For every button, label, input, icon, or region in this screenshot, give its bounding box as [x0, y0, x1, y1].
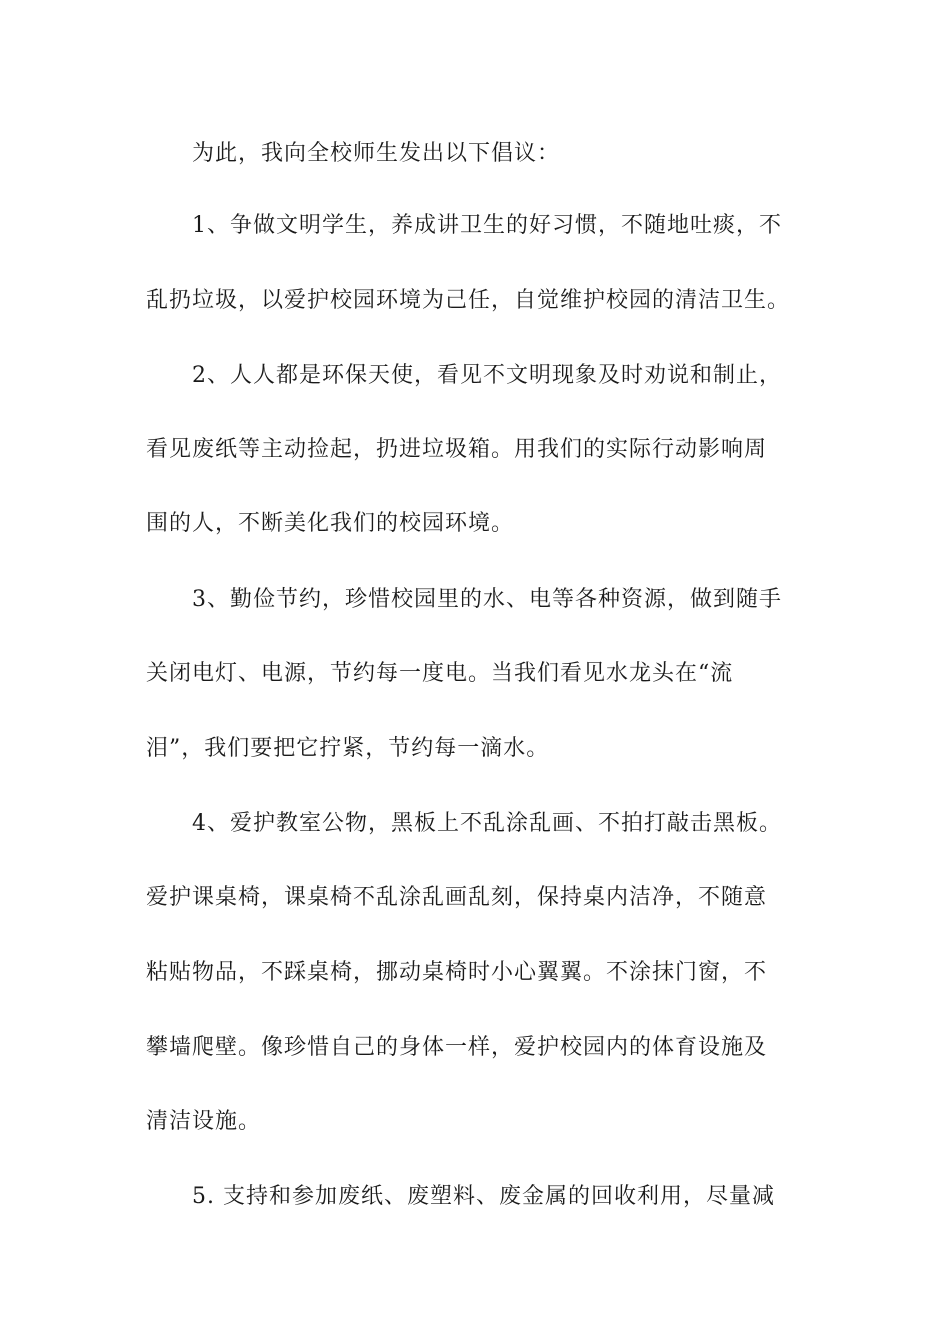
item-1-line-2: 乱扔垃圾，以爱护校园环境为己任，自觉维护校园的清洁卫生。 [146, 288, 791, 313]
item-2-line-2: 看见废纸等主动捡起，扔进垃圾箱。用我们的实际行动影响周 [146, 437, 768, 462]
item-4-line-2: 爱护课桌椅，课桌椅不乱涂乱画乱刻，保持桌内洁净，不随意 [146, 885, 768, 910]
item-2-line-3: 围的人，不断美化我们的校园环境。 [146, 511, 515, 536]
item-4-line-5: 清洁设施。 [146, 1109, 262, 1134]
item-4-line-4: 攀墙爬壁。像珍惜自己的身体一样，爱护校园内的体育设施及 [146, 1035, 768, 1060]
item-5-line-1: 5. 支持和参加废纸、废塑料、废金属的回收利用，尽量减 [192, 1184, 775, 1209]
item-2-line-1: 2、人人都是环保天使，看见不文明现象及时劝说和制止， [192, 363, 782, 388]
item-1-line-1: 1、争做文明学生，养成讲卫生的好习惯，不随地吐痰，不 [192, 213, 782, 238]
item-4-line-3: 粘贴物品，不踩桌椅，挪动桌椅时小心翼翼。不涂抹门窗，不 [146, 960, 768, 985]
item-3-line-2: 关闭电灯、电源，节约每一度电。当我们看见水龙头在“流 [146, 661, 734, 686]
item-3-line-1: 3、勤俭节约，珍惜校园里的水、电等各种资源，做到随手 [192, 587, 782, 612]
item-4-line-1: 4、爱护教室公物，黑板上不乱涂乱画、不拍打敲击黑板。 [192, 811, 782, 836]
intro-line: 为此，我向全校师生发出以下倡议： [192, 141, 561, 166]
item-3-line-3: 泪”，我们要把它拧紧，节约每一滴水。 [146, 736, 550, 761]
